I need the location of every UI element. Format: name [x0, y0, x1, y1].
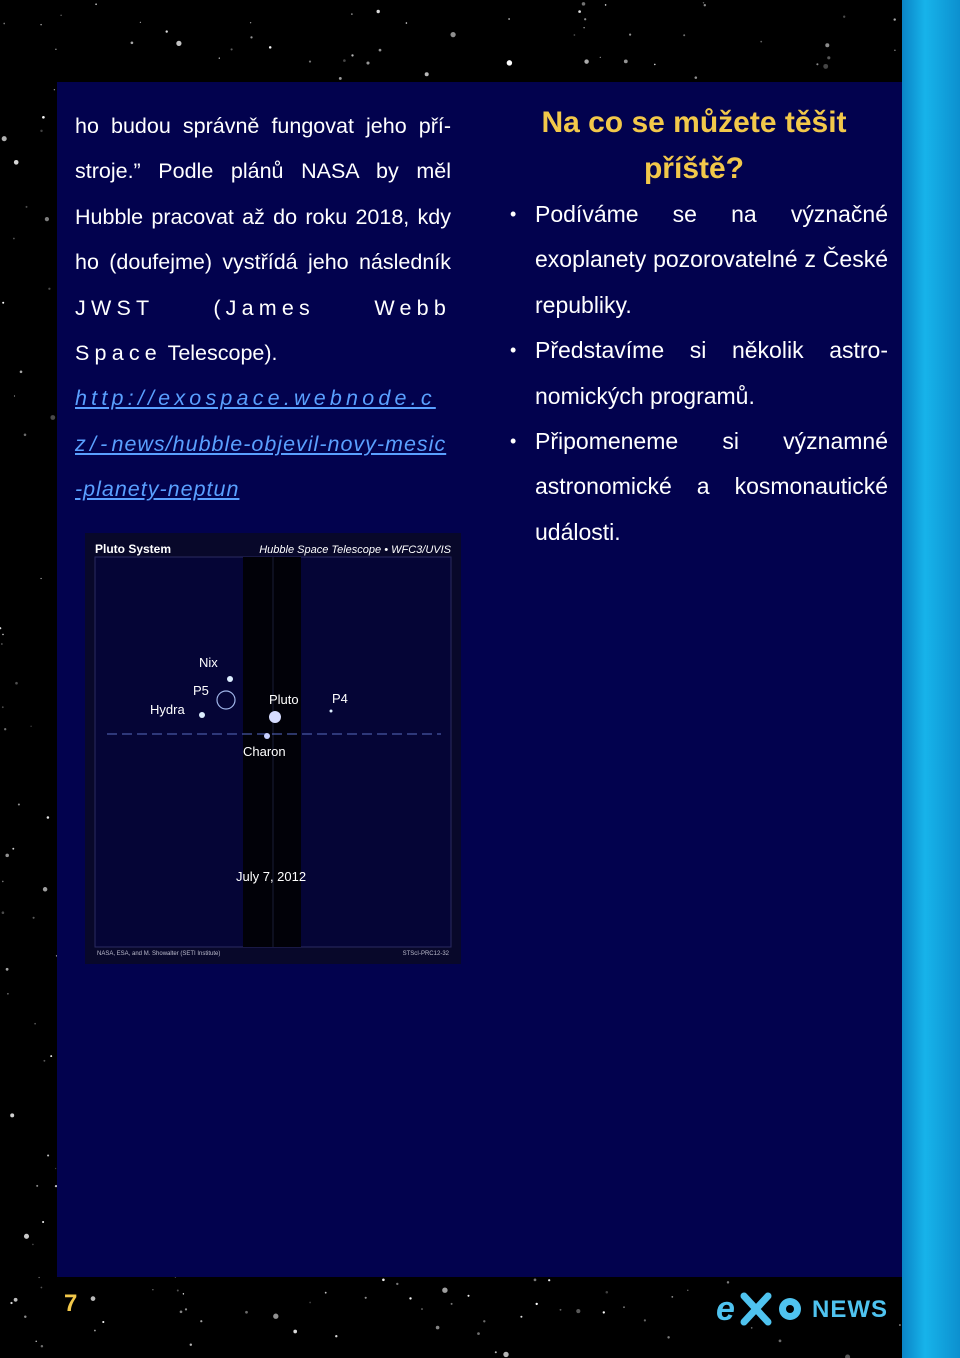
- hydra-label: Hydra: [150, 702, 185, 717]
- star: [3, 23, 5, 25]
- star: [583, 27, 584, 28]
- hydra-moon: [199, 712, 205, 718]
- figure-date: July 7, 2012: [236, 869, 307, 884]
- star: [26, 206, 28, 208]
- star: [683, 34, 685, 36]
- charon-moon: [264, 733, 270, 739]
- star: [703, 2, 704, 3]
- star: [5, 854, 9, 858]
- star: [309, 61, 311, 63]
- star: [704, 4, 706, 6]
- star: [30, 726, 31, 727]
- star: [584, 18, 586, 20]
- star: [2, 634, 3, 635]
- star: [695, 76, 698, 79]
- star: [578, 10, 581, 13]
- star: [131, 41, 134, 44]
- source-link-line2[interactable]: news/hubble-objevil-novy-mesic-planety-neptun: [75, 431, 447, 502]
- bullet: •: [510, 204, 517, 224]
- figure-credit: NASA, ESA, and M. Showalter (SETI Institute): [97, 951, 221, 957]
- star: [95, 3, 97, 5]
- paragraph-text: ho budou správně fungovat jeho pří-stroje.” Podle plánů NASA by měl Hubble pracovat až do roku 2018, kdy ho (doufejme) vystřídá jeho následník: [75, 114, 451, 275]
- logo-text: NEWS: [812, 1296, 888, 1323]
- star: [894, 18, 896, 20]
- list-item: [510, 192, 888, 328]
- star: [2, 881, 4, 883]
- nix-label: Nix: [199, 655, 218, 670]
- star: [843, 16, 845, 18]
- star: [600, 57, 601, 58]
- star: [2, 302, 4, 304]
- star: [24, 434, 27, 437]
- pluto-label: Pluto: [269, 692, 299, 707]
- star: [50, 415, 55, 420]
- source-link[interactable]: [75, 376, 451, 512]
- star: [584, 59, 588, 63]
- paragraph-text-spaced: JWST (James Webb Space: [75, 295, 451, 366]
- star: [40, 24, 42, 26]
- star: [219, 57, 220, 58]
- list-item: [510, 328, 888, 419]
- star: [47, 816, 50, 819]
- star: [140, 22, 141, 23]
- star: [34, 1023, 36, 1025]
- next-issue-list: [510, 192, 888, 555]
- star: [14, 395, 15, 396]
- accent-stripe: [902, 0, 960, 1358]
- p4-label: P4: [332, 691, 348, 706]
- star: [1, 643, 2, 644]
- star: [582, 2, 586, 6]
- figure-instrument: Hubble Space Telescope • WFC3/UVIS: [259, 544, 451, 556]
- star: [231, 48, 233, 50]
- pluto-planet: [269, 711, 281, 723]
- p5-label: P5: [193, 683, 209, 698]
- star: [15, 682, 18, 685]
- star: [450, 32, 455, 37]
- star: [54, 89, 55, 90]
- bullet: •: [510, 340, 517, 361]
- paragraph-text-end: Telescope).: [167, 341, 278, 366]
- star: [36, 1185, 38, 1187]
- star: [351, 54, 353, 56]
- star: [2, 706, 4, 708]
- star: [176, 41, 181, 46]
- star: [47, 1154, 49, 1156]
- list-item-text: Připomeneme si významné astronomické a kosmonautické události.: [535, 428, 888, 545]
- right-column: [510, 100, 888, 555]
- nix-moon: [227, 676, 233, 682]
- p4-moon: [330, 710, 333, 713]
- star: [10, 1113, 14, 1117]
- bullet: •: [510, 431, 517, 452]
- star: [760, 41, 762, 43]
- svg-text:e: e: [716, 1290, 735, 1328]
- star: [654, 64, 656, 66]
- star: [24, 1234, 29, 1239]
- star: [339, 77, 342, 80]
- star: [50, 1055, 52, 1057]
- star: [42, 1221, 44, 1223]
- star: [827, 56, 830, 59]
- star: [406, 22, 408, 24]
- star: [60, 15, 61, 16]
- star: [377, 10, 380, 13]
- source-link-line1[interactable]: http://exospace.webnode.cz/-: [75, 386, 436, 456]
- star: [20, 370, 23, 373]
- star: [605, 4, 607, 6]
- figure-code: STScI-PRC12-32: [402, 951, 449, 957]
- star: [4, 728, 6, 730]
- star: [816, 63, 818, 65]
- article-paragraph: [75, 104, 451, 376]
- star: [366, 61, 369, 64]
- star: [823, 64, 828, 69]
- star: [250, 22, 251, 23]
- star: [2, 136, 7, 141]
- star: [574, 34, 576, 36]
- star: [0, 627, 1, 629]
- star: [894, 49, 896, 51]
- star: [351, 13, 352, 14]
- page-number: 7: [64, 1290, 78, 1317]
- star: [6, 968, 9, 971]
- star: [825, 43, 829, 47]
- star: [508, 18, 510, 20]
- star: [32, 1244, 34, 1246]
- star: [629, 34, 631, 36]
- star: [7, 993, 9, 995]
- star: [250, 36, 252, 38]
- star: [2, 911, 5, 914]
- star: [18, 803, 20, 805]
- pluto-system-image: [85, 533, 461, 964]
- star: [425, 72, 429, 76]
- exo-logo-icon: [716, 1288, 812, 1330]
- list-item-text: Představíme si několik astro-nomických programů.: [535, 337, 888, 409]
- star: [43, 887, 48, 892]
- star: [379, 49, 382, 52]
- charon-label: Charon: [243, 744, 286, 759]
- star: [343, 59, 346, 62]
- star: [166, 30, 168, 32]
- star: [42, 116, 45, 119]
- star: [13, 238, 15, 240]
- star: [14, 160, 19, 165]
- star: [269, 46, 272, 49]
- list-item: [510, 419, 888, 555]
- star: [43, 1060, 45, 1062]
- star: [624, 59, 628, 63]
- left-column: [75, 104, 451, 513]
- star: [55, 49, 56, 50]
- star: [507, 60, 512, 65]
- figure-title: Pluto System: [95, 542, 172, 556]
- list-item-text: Podíváme se na význačné exoplanety pozorovatelné z České republiky.: [535, 201, 888, 318]
- star: [33, 917, 35, 919]
- star: [40, 130, 42, 132]
- star: [45, 217, 49, 221]
- star: [48, 288, 50, 290]
- next-issue-heading: Na co se můžete těšit příště?: [541, 106, 847, 185]
- star: [12, 848, 14, 850]
- star: [40, 578, 41, 579]
